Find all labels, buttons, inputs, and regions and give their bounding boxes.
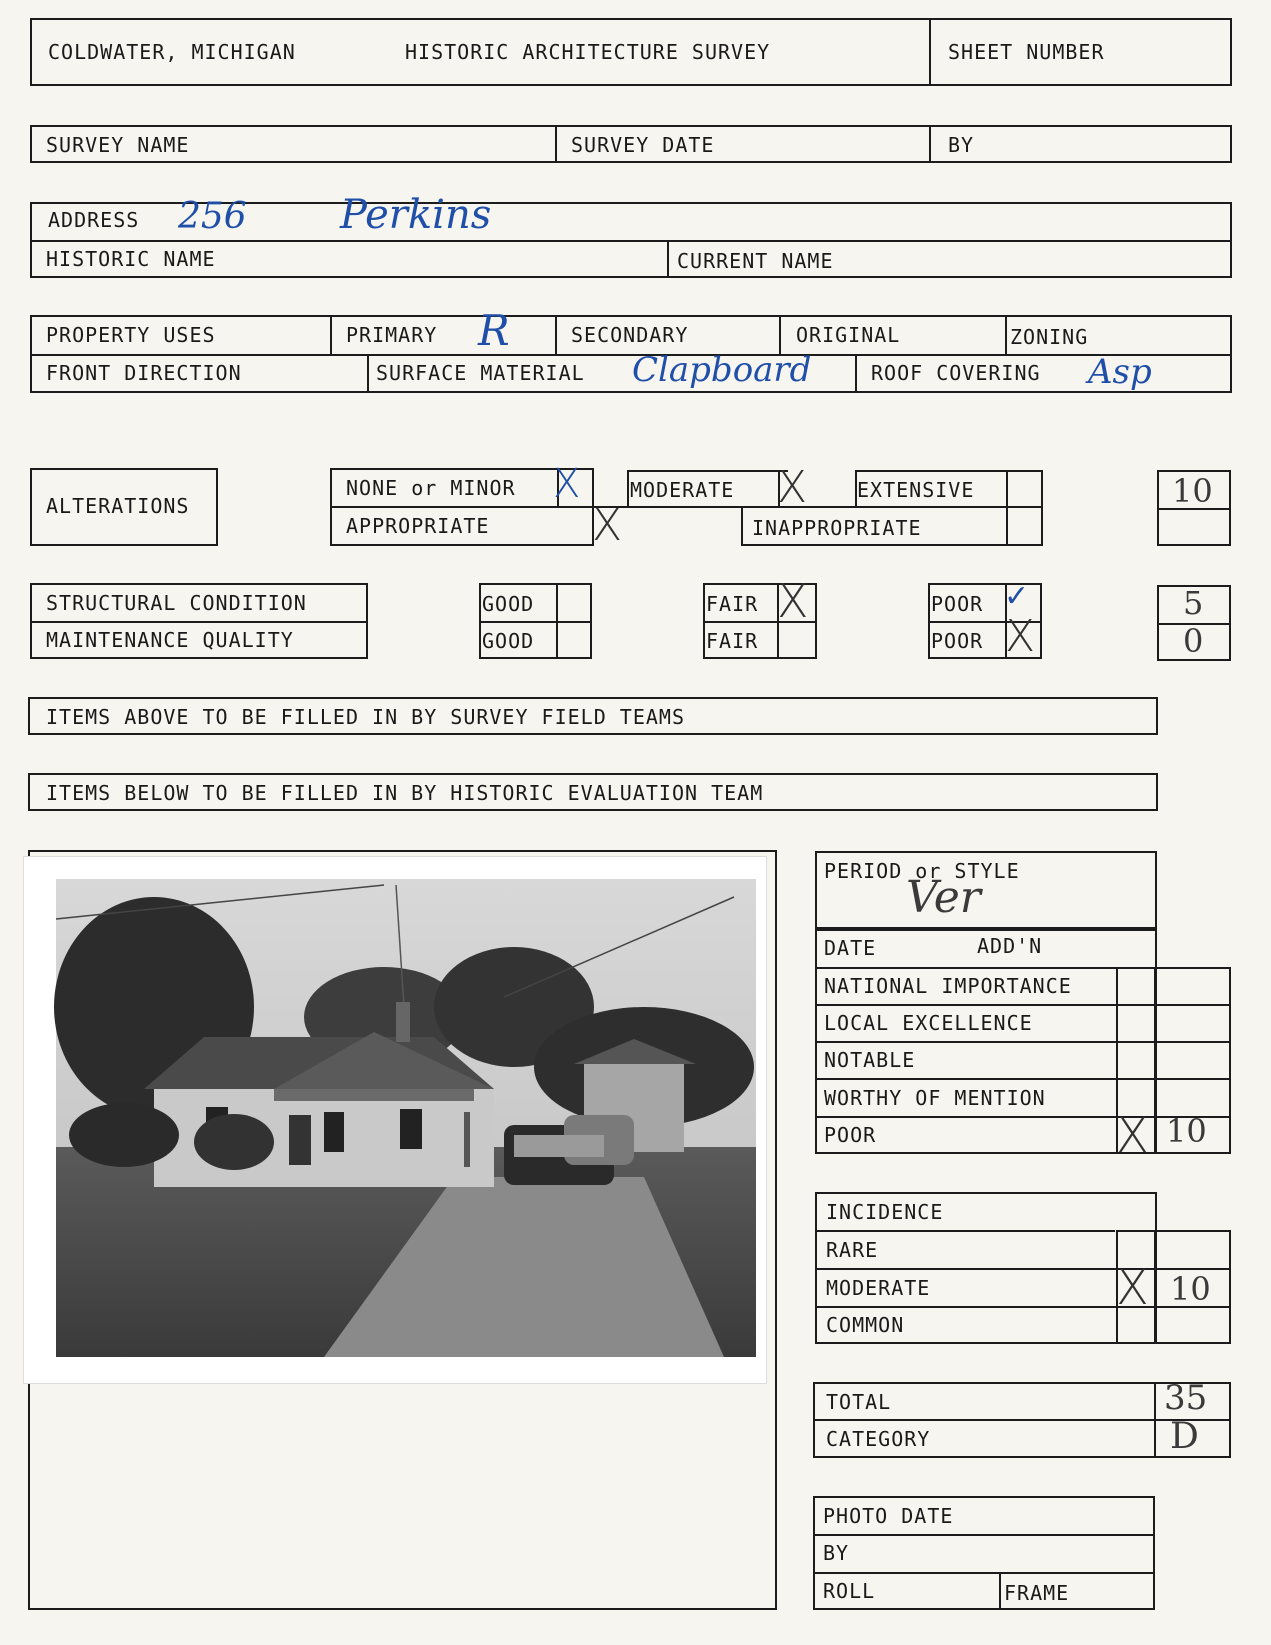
property-col-4	[1005, 315, 1007, 354]
structural-poor-check: ✓	[1004, 579, 1030, 614]
property-divider	[30, 354, 1232, 356]
roof-covering-value: Asp	[1088, 352, 1152, 392]
alt-bottom-1	[330, 544, 592, 546]
good-v	[556, 583, 558, 659]
survey-date-label: SURVEY DATE	[571, 133, 715, 157]
house-photo	[24, 857, 766, 1383]
none-minor-label: NONE or MINOR	[346, 476, 516, 500]
property-col-3	[779, 315, 781, 354]
inc-h-2	[815, 1268, 1231, 1270]
photo-info-h-2	[813, 1572, 1155, 1574]
category-label: CATEGORY	[826, 1427, 931, 1451]
date-label: DATE	[824, 936, 877, 960]
alt-top-3	[855, 470, 1043, 472]
moderate-label: MODERATE	[630, 478, 735, 502]
maintenance-score: 0	[1183, 622, 1204, 660]
alt-bottom-2	[741, 544, 1043, 546]
maintenance-poor-mark: X	[1005, 611, 1036, 662]
evaluation-poor-label: POOR	[824, 1123, 877, 1147]
good-divider	[479, 621, 592, 623]
original-label: ORIGINAL	[796, 323, 901, 347]
totals-divider	[813, 1419, 1231, 1421]
none-minor-mark: X	[553, 461, 581, 507]
roof-covering-label: ROOF COVERING	[871, 361, 1041, 385]
evaluation-poor-mark: X	[1116, 1108, 1149, 1164]
local-excellence-label: LOCAL EXCELLENCE	[824, 1011, 1033, 1035]
totals-v	[1154, 1382, 1156, 1458]
property-uses-label: PROPERTY USES	[46, 323, 216, 347]
property-col-2	[555, 315, 557, 354]
zoning-label: ZONING	[1010, 325, 1089, 349]
eval-h-4	[815, 1078, 1231, 1080]
extensive-label: EXTENSIVE	[857, 478, 975, 502]
alt-mid	[330, 506, 1043, 508]
inc-h-1	[815, 1230, 1115, 1232]
alt-top-2	[627, 470, 788, 472]
alt-v-9	[1041, 470, 1043, 546]
survey-name-label: SURVEY NAME	[46, 133, 190, 157]
surface-material-value: Clapboard	[632, 350, 812, 390]
alterations-score: 10	[1172, 472, 1213, 510]
evaluation-poor-score: 10	[1166, 1112, 1207, 1150]
notice-above: ITEMS ABOVE TO BE FILLED IN BY SURVEY FIELD TEAMS	[46, 705, 686, 729]
structural-score: 5	[1183, 584, 1204, 622]
roll-label: ROLL	[823, 1579, 876, 1603]
eval-h-1	[815, 967, 1231, 969]
frame-label: FRAME	[1004, 1581, 1070, 1605]
incidence-moderate-score: 10	[1170, 1270, 1211, 1308]
address-label: ADDRESS	[48, 208, 140, 232]
historic-name-label: HISTORIC NAME	[46, 247, 216, 271]
incidence-moderate-label: MODERATE	[826, 1276, 931, 1300]
surface-material-label: SURFACE MATERIAL	[376, 361, 585, 385]
photo-info-v	[999, 1572, 1001, 1610]
primary-label: PRIMARY	[346, 323, 438, 347]
national-importance-label: NATIONAL IMPORTANCE	[824, 974, 1072, 998]
common-label: COMMON	[826, 1313, 905, 1337]
alt-v-4	[627, 470, 629, 506]
photo-info-h-1	[813, 1534, 1155, 1536]
address-divider	[30, 240, 1232, 242]
address-street: Perkins	[340, 192, 492, 238]
maintenance-good-label: GOOD	[482, 629, 535, 653]
header-divider	[929, 18, 931, 86]
worthy-of-mention-label: WORTHY OF MENTION	[824, 1086, 1046, 1110]
primary-value: R	[478, 306, 510, 355]
maintenance-poor-label: POOR	[931, 629, 984, 653]
rare-label: RARE	[826, 1238, 879, 1262]
header-city: COLDWATER, MICHIGAN	[48, 40, 296, 64]
sheet-number-label: SHEET NUMBER	[948, 40, 1105, 64]
header-title: HISTORIC ARCHITECTURE SURVEY	[405, 40, 771, 64]
structural-poor-label: POOR	[931, 592, 984, 616]
category-value: D	[1170, 1416, 1199, 1457]
structural-condition-label: STRUCTURAL CONDITION	[46, 591, 307, 615]
secondary-label: SECONDARY	[571, 323, 689, 347]
inc-h-3	[815, 1306, 1231, 1308]
front-direction-label: FRONT DIRECTION	[46, 361, 242, 385]
notable-label: NOTABLE	[824, 1048, 916, 1072]
structural-fair-label: FAIR	[706, 592, 759, 616]
house-photo-image	[24, 857, 766, 1383]
current-name-label: CURRENT NAME	[677, 249, 834, 273]
alt-v-8	[1006, 470, 1008, 546]
eval-score-v	[1154, 967, 1156, 1154]
inappropriate-label: INAPPROPRIATE	[752, 516, 922, 540]
structural-good-label: GOOD	[482, 592, 535, 616]
structural-fair-mark: X	[777, 574, 809, 628]
property-col-5	[367, 354, 369, 393]
maintenance-quality-label: MAINTENANCE QUALITY	[46, 628, 294, 652]
total-value: 35	[1164, 1378, 1208, 1418]
address-number: 256	[178, 196, 247, 237]
survey-divider-2	[929, 125, 931, 163]
addn-label: ADD'N	[977, 934, 1043, 958]
total-label: TOTAL	[826, 1390, 892, 1414]
eval-h-3	[815, 1041, 1231, 1043]
alterations-label: ALTERATIONS	[46, 494, 190, 518]
moderate-mark: X	[777, 462, 808, 513]
notice-below: ITEMS BELOW TO BE FILLED IN BY HISTORIC EVALUATION TEAM	[46, 781, 764, 805]
photo-date-label: PHOTO DATE	[823, 1504, 954, 1528]
period-style-value: Ver	[906, 872, 981, 923]
condition-divider	[30, 621, 368, 623]
property-col-6	[855, 354, 857, 393]
appropriate-label: APPROPRIATE	[346, 514, 490, 538]
photo-by-label: BY	[823, 1541, 850, 1565]
incidence-label: INCIDENCE	[826, 1200, 944, 1224]
alt-v-7	[741, 506, 743, 546]
name-divider	[667, 240, 669, 278]
appropriate-mark: X	[592, 500, 623, 551]
property-col-1	[330, 315, 332, 354]
alt-v-1	[330, 468, 332, 546]
inc-score-v	[1154, 1230, 1156, 1344]
maintenance-fair-label: FAIR	[706, 629, 759, 653]
period-style-label: PERIOD or STYLE	[824, 859, 1020, 883]
survey-by-label: BY	[948, 133, 975, 157]
eval-h-2	[815, 1004, 1231, 1006]
survey-divider-1	[555, 125, 557, 163]
incidence-moderate-mark: X	[1116, 1260, 1149, 1316]
